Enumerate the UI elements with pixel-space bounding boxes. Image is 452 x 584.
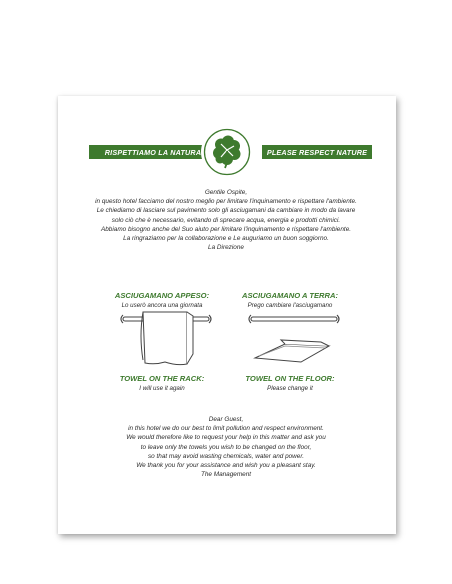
english-message-line: in this hotel we do our best to limit pollution and respect environment. [128,425,324,433]
italian-message [0,188,452,252]
english-message-line: The Management [200,471,252,479]
italian-message-line: Le chiediamo di lasciare sul pavimento solo gli asciugamani da cambiare in modo da lavare [96,207,356,215]
english-message [0,415,452,479]
four-leaf-clover-icon [201,126,253,178]
towel-on-rack-illustration [117,306,217,368]
banner-left-bar [89,145,217,159]
floor-text-en: Please change it [267,385,313,392]
rack-text-en: I will use it again [139,385,185,392]
banner-right-bar [262,145,372,159]
banner-left-label: RISPETTIAMO LA NATURA [104,147,202,157]
rack-title-it: ASCIUGAMANO APPESO: [114,291,210,300]
italian-message-line: in questo hotel facciamo del nostro meglio per limitare l'inquinamento e rispettare l'ambiente. [95,198,357,206]
english-message-line: to leave only the towels you wish to be changed on the floor, [140,443,312,451]
rack-title-en: TOWEL ON THE RACK: [119,374,205,383]
floor-title-en: TOWEL ON THE FLOOR: [245,374,335,383]
italian-message-line: solo ciò che è necessario, evitando di sprecare acqua, energia e prodotti chimici. [111,216,341,224]
english-message-line: We thank you for your assistance and wish you a pleasant stay. [136,462,316,470]
english-message-line: Dear Guest, [208,416,244,423]
banner-right-label: PLEASE RESPECT NATURE [266,147,368,157]
english-message-line: so that may avoid wasting chemicals, water and power. [147,452,305,460]
banner [62,140,392,164]
towel-on-floor-illustration [245,306,345,368]
italian-message-line: Gentile Ospite, [204,189,248,196]
italian-message-line: La ringraziamo per la collaborazione e Le auguriamo un buon soggiorno. [123,235,329,243]
floor-text-it: Prego cambiare l'asciugamano [247,302,333,309]
clover-badge [201,126,253,178]
italian-message-line: Abbiamo bisogno anche del Suo aiuto per limitare l'inquinamento e rispettare l'ambiente. [100,225,352,233]
rack-text-it: Lo userò ancora una giornata [121,302,203,309]
floor-title-it: ASCIUGAMANO A TERRA: [241,291,339,300]
english-message-line: We would therefore like to request your help in this matter and ask you [126,434,326,442]
italian-message-line: La Direzione [208,244,244,252]
